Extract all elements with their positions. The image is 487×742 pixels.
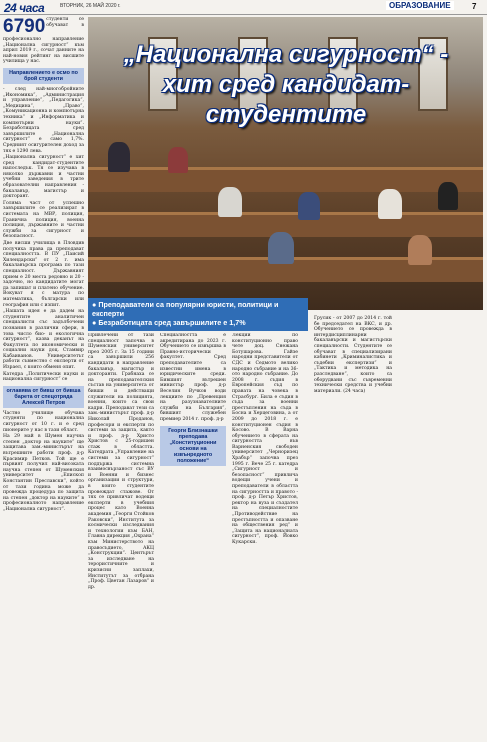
- spacer: [314, 300, 392, 316]
- desk-row: [88, 167, 483, 192]
- column-text: Лекции по конституционно право чете доц. Снежана Ботушарова. Гайзе народни представители от СДС и Седмото велико народно събрание и на 36-ото народно събрание. До 2008 г. съдия в Европейския съд по правата на човека в Страсбург. Била е съдия в съда за военни престъпления на съда в Босна и Херцеговина, а от 2009 до 2018 г. е конституционен съдия в Косово. В Варна обучението в сферата на сигурността във Варненския свободен университет „Черноризец Храбър“ започва през 1995 г. Вече 25 г. катедра „Сигурност и безопасност“ привлича водещи учени и преподаватели в областта на сигурността и правото - проф. д-р Петър Христов, ректор на вуза и създател на специалностите „Противодействие на престъпността и опазване на обществения ред“ и „Защита на националната сигурност“, проф. Йовко Кукарски.: [232, 333, 298, 545]
- article-column-5: [396, 300, 481, 740]
- paragraph: Голяма част от успешно завършилите се реализират в системата на МВР, полиция, Гранична полиция, военна полиция, държавните и частни служби за сигурност и безопасност.: [3, 200, 84, 240]
- paragraph: „Национална сигурност“ е хит сред кандидат-студентите напоследък. Тя се изучава в няколко държавни и частни учебни заведения в трите образователни направления - бакалавър, магистър и докторант.: [3, 155, 84, 200]
- student: [298, 192, 320, 220]
- subheading: Направлението е осмо по брой студенти: [3, 68, 84, 84]
- caption-line: ● Преподаватели са популярни юристи, политици и експерти: [92, 300, 279, 318]
- newspaper-logo: 24 часа: [4, 1, 45, 15]
- column-text: Специалността е акредитирана до 2023 г. Обучението се извършва в Правно-исторически факултет. Сред преподавателите са известни имена в юридическите среди. Бившият вътрешен министър проф. д-р Веселин Вучков води лекциите по „Превенция на разузнавателните служби на България“, бившият служебен премиер 2014 г. проф. д-р: [160, 333, 226, 422]
- paragraph: „Нашата идея е да дадем на студентите аналитичен специалисти със задълбочени познания в различни сфери, в това число био- и екологична сигурност“, казва деканът на Факултета по икономически и социални науки доц. Стамвир Кабаиванов. Университетът работи съвместно с експерти от Израел, с които обменя опит.: [3, 309, 84, 371]
- student: [268, 232, 294, 264]
- student: [378, 189, 402, 219]
- article-column-3: [232, 333, 298, 738]
- paragraph: - след най-многобройните „Икономика“, „Администрация и управление“, „Педагогика“, „Медицина“, „Право“, „Комуникационна и компютърна техника“ и „Информатика и компютърни науки“. Безработицата сред завършилите „Национална сигурност“ е само 1,7%. Средният осигурителен доход за тях е 1290 лева.: [3, 86, 84, 154]
- column-text: Грусик - от 2007 до 2014 г. той бе председател на ВКС, и др. Обучението се провежда в интердисциплинарни бакалавърски и магистърски специалности. Студентите се обучават в специализирани кабинети „Криминалистика и съдебни експертизи“ и „Тактика и методика на разследване“, които са оборудвани със съвременни технически средства и учебни материали. (24 часа): [314, 316, 392, 394]
- student: [438, 182, 458, 210]
- article-column-1: [88, 333, 154, 738]
- headline: „Национална сигурност“ - хит сред кандидат-студентите: [123, 41, 449, 128]
- subheading: оглавява от бивш от бивша барета от спецотряда Алексей Петров: [3, 386, 84, 408]
- article-column-2: [160, 333, 226, 738]
- subheading: Георги Близнашки преподава „Конституционни основи на извънредното положение“: [160, 426, 226, 466]
- issue-date: ВТОРНИК, 26 МАЙ 2020 г.: [60, 3, 121, 9]
- student: [408, 235, 432, 265]
- student: [168, 147, 188, 173]
- caption-line: ● Безработицата сред завършилите е 1,7%: [92, 318, 246, 327]
- page-number: 7: [472, 2, 477, 11]
- paragraph: На 29 май в Шумен научна степен „доктор на науките“ ще защитава зам.-министърът на вътрешните работи проф. д-р Красимир Петков. Той ще е първият получил най-високата научна степен от Шуменския университет „Епископ Константин Преславски“, който от тази година може да провежда процедура по защита на степен „доктор на науките“ в професионалното направление „Национална сигурност“.: [3, 434, 84, 512]
- column-text: Привлечени от тази специалност започва в Шуменския университет през 2005 г. За 15 години са завършили 256 кандидати в направление бакалавър, магистър и докторанти. Грабнаха се на преподавателския състав на университета от бивши и действащи служители на полицията, военни, които са свои кадри. Преподават тези са зам.-министърът проф. д-р Николай Проданов, професори и експерти по системи за защита, както и проф. д-р Христо Христов с 25-годишен стаж в областта. Катедрата „Управление на системи за сигурност“ поддържа системна взаимосвързаност със ВУ и Военни и бизнес организации и структури, в които студентите провеждат стажове. От тях се привличат водещи експерти в учебния процес като Военна академия „Георги Стойков Раковски“, Института за космически изследвания и технологии към БАН, Главна дирекция „Охрана“ към Министерството на правосъдието, АКЦ „Конструкции“. Центърът за изследване на терористичните и кризисни заплахи, Институтът за отбрана „Проф. Цветан Лазаров“ и др.: [88, 333, 154, 590]
- section-name: ОБРАЗОВАНИЕ: [386, 1, 454, 10]
- big-number: 6790: [3, 17, 46, 37]
- student: [218, 187, 242, 217]
- student: [108, 142, 130, 172]
- paragraph: Катедра „Политически науки и национална сигурност“ се: [3, 371, 84, 383]
- left-column: [3, 17, 84, 739]
- article-column-4: [314, 300, 392, 740]
- paragraph: Частно училище обучава студенти по национална сигурност от 10 г. и е сред пионерите у нас в тази област.: [3, 410, 84, 433]
- caption-band: [88, 298, 308, 331]
- intro-text: студенти се обучават в професионално направление „Национална сигурност“ към април 2019 г., сочат данните на най-новия рейтинг на висшите училища у нас.: [3, 17, 84, 65]
- page-header: [0, 0, 487, 15]
- paragraph: Две висши училища в Пловдив получиха права да преподават специалността. В ПУ „Паисий Хилендарски“ от 2 г. има бакалавърска програма по тази специалност. Държавният прием е 20 места редовно и 20 - задочно, но кандидатите могат да запишат и платено обучение. Вокуват я с матура по математика, български или география или с изпит.: [3, 241, 84, 308]
